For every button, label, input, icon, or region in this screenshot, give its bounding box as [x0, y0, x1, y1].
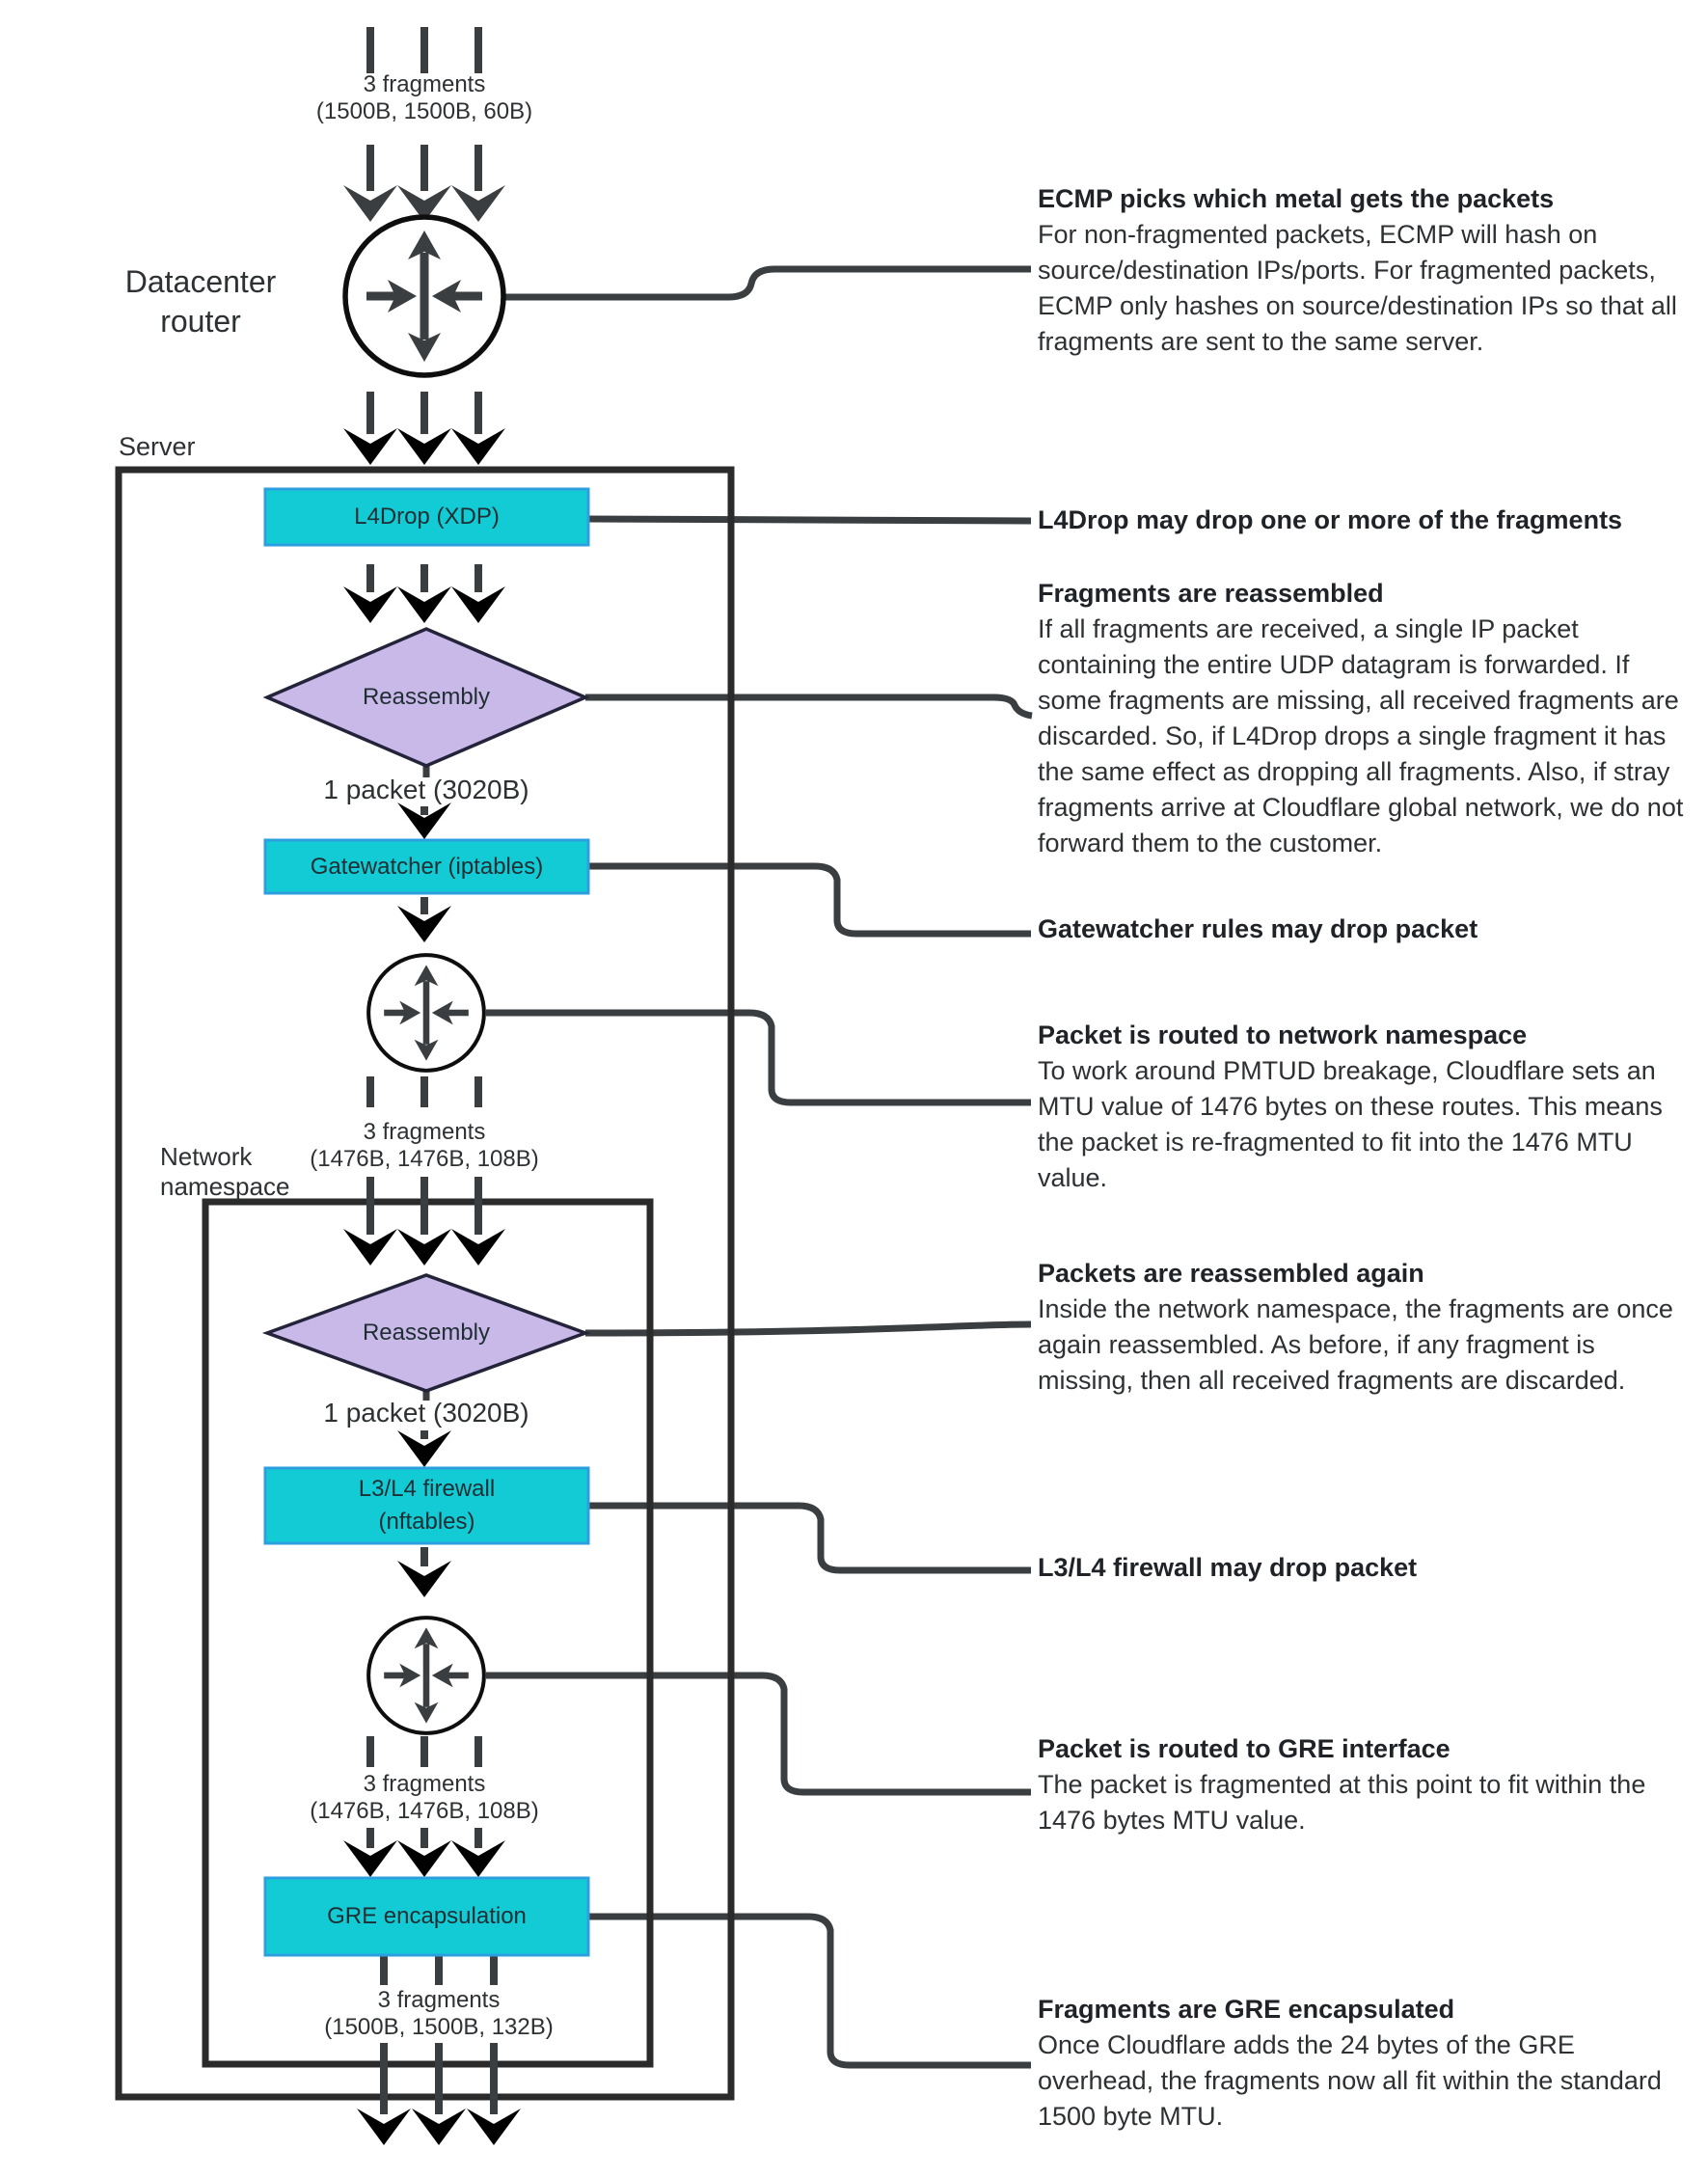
reassembly2-label: Reassembly — [362, 1320, 491, 1346]
fragment-ticks-top — [370, 27, 478, 73]
gre-label: GRE encapsulation — [327, 1903, 527, 1929]
annotation-l4drop — [1038, 503, 1684, 538]
connector-firewall — [588, 1506, 1031, 1570]
connector-ecmp — [503, 269, 1031, 297]
arrows-router-to-server — [343, 392, 505, 465]
annotation-routed-gre — [1038, 1731, 1684, 1838]
arrow-gatewatcher-to-router — [397, 897, 451, 942]
arrow-packet-to-firewall — [397, 1430, 451, 1467]
annotation-body: For non-fragmented packets, ECMP will hash on source/destination IPs/ports. For fragmented packets, ECMP only hashes on source/destination IPs so that all fragments are sent to the same server. — [1038, 220, 1677, 356]
connector-gre — [588, 1917, 1031, 2065]
caption-line: (1500B, 1500B, 60B) — [315, 98, 533, 124]
arrow-firewall-to-router — [397, 1547, 451, 1597]
packet2-label: 1 packet (3020B) — [323, 1398, 529, 1428]
annotation-reassembled — [1038, 576, 1684, 861]
datacenter-router-label: Datacenter router — [124, 264, 277, 339]
network-namespace-label: Network namespace — [160, 1142, 290, 1201]
annotation-title: Packets are reassembled again — [1038, 1259, 1424, 1288]
annotation-title: ECMP picks which metal gets the packets — [1038, 184, 1555, 213]
mid-fragments-caption-1: 3 fragments (1476B, 1476B, 108B) — [310, 1119, 539, 1172]
router-icon-2 — [368, 1618, 484, 1733]
annotation-title: L4Drop may drop one or more of the fragments — [1038, 505, 1623, 534]
reassembly1-label: Reassembly — [362, 684, 491, 710]
packet1-label: 1 packet (3020B) — [323, 775, 529, 804]
arrows-into-gre — [343, 1828, 505, 1877]
router-icon-1 — [368, 955, 484, 1071]
annotation-gre-encapsulated — [1038, 1992, 1684, 2135]
annotation-body: To work around PMTUD breakage, Cloudflare sets an MTU value of 1476 bytes on these routes. This means the packet is re-fragmented to fit into the 1476 MTU value. — [1038, 1056, 1663, 1192]
annotation-title: Fragments are GRE encapsulated — [1038, 1995, 1455, 2024]
bottom-fragments-caption: 3 fragments (1500B, 1500B, 132B) — [324, 1987, 554, 2040]
annotation-title: Packet is routed to GRE interface — [1038, 1734, 1450, 1763]
annotation-routed-namespace — [1038, 1018, 1684, 1196]
connector-gatewatcher — [588, 866, 1031, 934]
annotation-title: Gatewatcher rules may drop packet — [1038, 914, 1478, 943]
caption-line: 3 fragments — [363, 71, 486, 97]
firewall-label: L3/L4 firewall (nftables) — [358, 1476, 496, 1535]
fragment-ticks-bottom — [384, 1956, 494, 1985]
server-label: Server — [119, 432, 196, 461]
arrows-l4drop-to-reassembly — [343, 564, 505, 623]
annotation-body: Once Cloudflare adds the 24 bytes of the GRE overhead, the fragments now all fit within the standard 1500 byte MTU. — [1038, 2030, 1662, 2131]
annotation-body: The packet is fragmented at this point to fit within the 1476 bytes MTU value. — [1038, 1770, 1646, 1835]
annotation-title: L3/L4 firewall may drop packet — [1038, 1553, 1418, 1582]
connector-router1 — [486, 1013, 1031, 1102]
arrows-into-router — [343, 145, 505, 222]
connector-l4drop — [588, 519, 1031, 521]
l4drop-label: L4Drop (XDP) — [354, 503, 500, 530]
annotation-firewall — [1038, 1550, 1684, 1586]
arrows-out-bottom — [357, 2043, 521, 2145]
mid-fragments-caption-2: 3 fragments (1476B, 1476B, 108B) — [310, 1771, 539, 1824]
annotation-title: Fragments are reassembled — [1038, 579, 1384, 608]
annotation-reassembled-again — [1038, 1256, 1684, 1399]
top-fragments-caption — [231, 71, 617, 125]
fragment-ticks-mid1 — [370, 1076, 478, 1107]
gatewatcher-label: Gatewatcher (iptables) — [310, 853, 544, 880]
annotation-ecmp — [1038, 181, 1684, 360]
fragment-ticks-mid2 — [370, 1736, 478, 1767]
datacenter-router-icon — [345, 217, 503, 375]
arrow-packet-to-gatewatcher — [397, 803, 451, 839]
annotation-body: If all fragments are received, a single IP packet containing the entire UDP datagram is forwarded. If some fragments are missing, all received fragments are discarded. So, if L4Drop drops a single fragment it has the same effect as dropping all fragments. Also, if stray fragments arrive at Cloudflare global network, we do not forward them to the customer. — [1038, 614, 1684, 857]
annotation-body: Inside the network namespace, the fragments are once again reassembled. As before, if any fragment is missing, then all received fragments are discarded. — [1038, 1294, 1673, 1395]
connector-reassembly1 — [585, 697, 1032, 716]
annotation-gatewatcher — [1038, 912, 1684, 947]
annotation-title: Packet is routed to network namespace — [1038, 1020, 1528, 1049]
